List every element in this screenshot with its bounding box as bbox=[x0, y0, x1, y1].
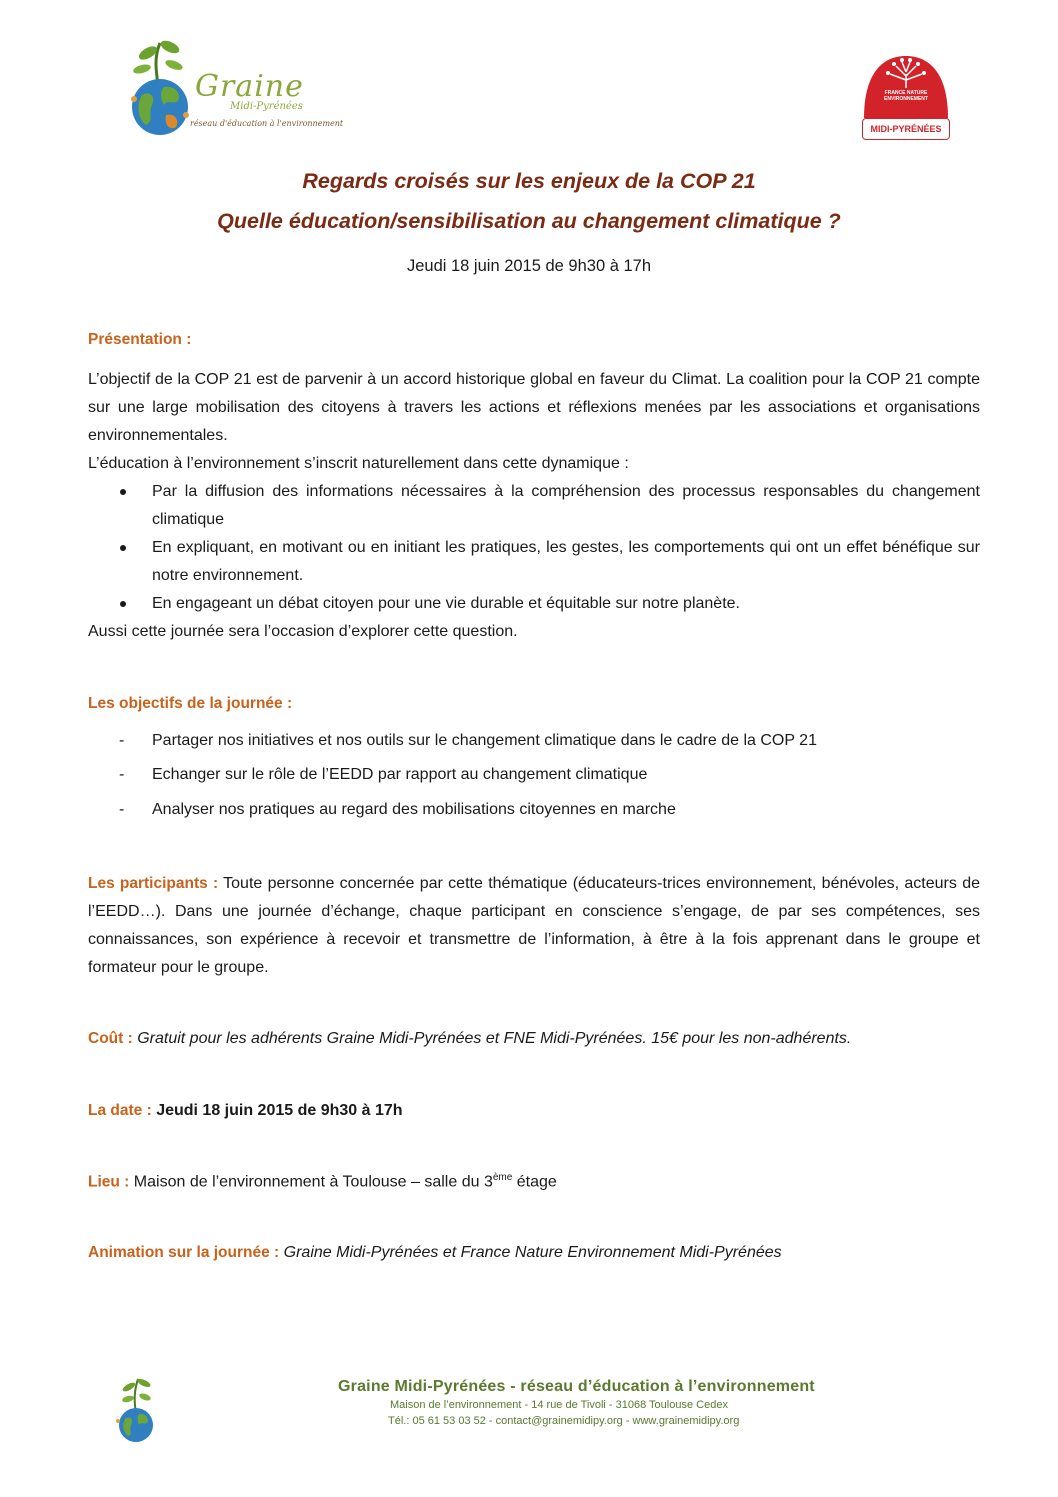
participants-text: Toute personne concernée par cette thématique (éducateurs-trices environnement, bénévoles, acteurs de l’EEDD…). Dans une journée d’échange, chaque participant en conscience s’engage, de par ses compétences, ses connaissances, son expérience à recevoir et transmettre de l’information, à être à la fois apprenant dans le groupe et formateur pour le groupe. bbox=[88, 875, 981, 976]
footer-logo bbox=[112, 1373, 160, 1445]
globe-sprout-icon bbox=[112, 1373, 160, 1445]
cout-section bbox=[88, 1030, 980, 1048]
fne-logo bbox=[858, 54, 954, 144]
lieu-heading: Lieu : bbox=[88, 1173, 130, 1191]
event-date: Jeudi 18 juin 2015 de 9h30 à 17h bbox=[406, 257, 652, 275]
participants-heading: Les participants : bbox=[88, 875, 219, 892]
graine-tagline: réseau d'éducation à l'environnement bbox=[190, 119, 344, 128]
cout-text: Gratuit pour les adhérents Graine Midi-Pyrénées et FNE Midi-Pyrénées. 15€ pour les non-adhérents. bbox=[137, 1030, 852, 1047]
date-heading: La date : bbox=[88, 1102, 152, 1119]
presentation-closing: Aussi cette journée sera l’occasion d’explorer cette question. bbox=[88, 623, 518, 640]
animation-text: Graine Midi-Pyrénées et France Nature Environnement Midi-Pyrénées bbox=[283, 1244, 782, 1261]
presentation-heading: Présentation : bbox=[88, 331, 192, 348]
presentation-paragraph: L’objectif de la COP 21 est de parvenir à un accord historique global en faveur du Climat. La coalition pour la COP 21 compte sur une large mobilisation des citoyens à travers les actions et réflexions menées par les associations et organisations environnementales. bbox=[88, 371, 980, 444]
presentation-bullets bbox=[88, 478, 980, 618]
date-text: Jeudi 18 juin 2015 de 9h30 à 17h bbox=[156, 1102, 403, 1119]
dash-marker: - bbox=[119, 801, 125, 818]
bullet-item: Par la diffusion des informations nécessaires à la compréhension des processus responsables du changement climatique bbox=[88, 478, 980, 534]
fne-name: FRANCE NATURE ENVIRONNEMENT bbox=[884, 90, 928, 102]
date-section bbox=[88, 1102, 403, 1120]
dash-marker: - bbox=[119, 766, 125, 783]
footer-contact: Tél.: 05 61 53 03 52 - contact@grainemidipy.org - www.grainemidipy.org bbox=[388, 1415, 740, 1427]
lieu-text-after: étage bbox=[516, 1173, 557, 1191]
bullet-item: En expliquant, en motivant ou en initiant les pratiques, les gestes, les comportements qui ont un effet bénéfique sur notre environnement. bbox=[88, 534, 980, 590]
graine-wordmark: Graine bbox=[195, 69, 304, 104]
animation-heading: Animation sur la journée : bbox=[88, 1244, 280, 1261]
presentation-intro: L’éducation à l’environnement s’inscrit naturellement dans cette dynamique : bbox=[88, 455, 629, 472]
footer-address: Maison de l’environnement - 14 rue de Tivoli - 31068 Toulouse Cedex bbox=[390, 1399, 728, 1411]
graine-logo bbox=[120, 35, 360, 140]
graine-region: Midi-Pyrénées bbox=[230, 101, 303, 112]
dash-marker: - bbox=[119, 732, 125, 749]
objectif-item: - Echanger sur le rôle de l’EEDD par rapport au changement climatique bbox=[88, 766, 647, 784]
presentation-body bbox=[88, 366, 980, 646]
bullet-icon bbox=[120, 489, 126, 495]
globe-sprout-icon bbox=[120, 35, 200, 140]
animation-section bbox=[88, 1244, 782, 1262]
document-title: Regards croisés sur les enjeux de la COP 21 bbox=[302, 169, 756, 193]
objectif-item: - Partager nos initiatives et nos outils sur le changement climatique dans le cadre de la COP 21 bbox=[88, 732, 817, 750]
document-subtitle: Quelle éducation/sensibilisation au changement climatique ? bbox=[217, 209, 841, 233]
lieu-text: Maison de l’environnement à Toulouse – salle du 3 bbox=[133, 1173, 493, 1191]
objectifs-heading: Les objectifs de la journée : bbox=[88, 695, 293, 712]
cout-heading: Coût : bbox=[88, 1030, 133, 1047]
fne-tree-icon bbox=[858, 54, 954, 118]
bullet-icon bbox=[120, 601, 126, 607]
footer-title: Graine Midi-Pyrénées - réseau d’éducation à l’environnement bbox=[338, 1378, 815, 1395]
lieu-section bbox=[88, 1172, 557, 1191]
participants-section bbox=[88, 870, 980, 982]
lieu-sup: ème bbox=[492, 1172, 513, 1183]
objectif-item: - Analyser nos pratiques au regard des mobilisations citoyennes en marche bbox=[88, 801, 676, 819]
bullet-item: En engageant un débat citoyen pour une vie durable et équitable sur notre planète. bbox=[88, 590, 980, 618]
fne-region: MIDI-PYRÉNÉES bbox=[862, 118, 950, 140]
bullet-icon bbox=[120, 545, 126, 551]
